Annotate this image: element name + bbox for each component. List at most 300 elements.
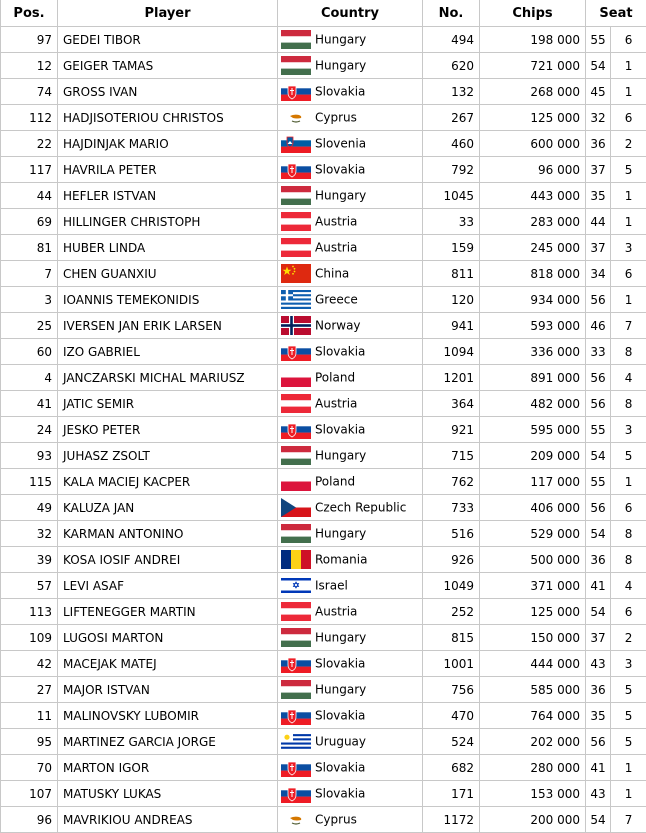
position-cell: 3 <box>1 287 58 313</box>
table-row <box>1 27 646 53</box>
player-name-cell: HADJISOTERIOU CHRISTOS <box>58 105 278 131</box>
player-number-cell: 33 <box>423 209 480 235</box>
chips-cell: 585 000 <box>480 677 586 703</box>
player-number-cell: 252 <box>423 599 480 625</box>
player-number-cell: 921 <box>423 417 480 443</box>
country-name: Hungary <box>315 189 366 203</box>
chips-cell: 202 000 <box>480 729 586 755</box>
country-cell <box>278 235 423 261</box>
country-cell <box>278 625 423 651</box>
table-number-cell: 36 <box>586 131 611 157</box>
table-number-cell: 54 <box>586 599 611 625</box>
country-cell <box>278 729 423 755</box>
player-number-cell: 926 <box>423 547 480 573</box>
player-name-cell: HAJDINJAK MARIO <box>58 131 278 157</box>
country-name: Slovakia <box>315 709 365 723</box>
table-row <box>1 261 646 287</box>
table-number-cell: 55 <box>586 417 611 443</box>
player-name-cell: MARTINEZ GARCIA JORGE <box>58 729 278 755</box>
country-name: Czech Republic <box>315 501 406 515</box>
player-number-cell: 524 <box>423 729 480 755</box>
table-row <box>1 651 646 677</box>
table-row <box>1 339 646 365</box>
chips-cell: 153 000 <box>480 781 586 807</box>
player-number-cell: 171 <box>423 781 480 807</box>
seat-number-cell: 4 <box>611 573 646 599</box>
cyprus-flag-icon <box>281 810 311 829</box>
table-number-cell: 35 <box>586 703 611 729</box>
player-name-cell: IOANNIS TEMEKONIDIS <box>58 287 278 313</box>
seat-number-cell: 1 <box>611 469 646 495</box>
seat-number-cell: 7 <box>611 313 646 339</box>
country-cell <box>278 131 423 157</box>
player-number-cell: 762 <box>423 469 480 495</box>
pos-header: Pos. <box>1 0 58 27</box>
seat-number-cell: 5 <box>611 157 646 183</box>
country-name: Austria <box>315 215 357 229</box>
seat-number-cell: 8 <box>611 547 646 573</box>
player-number-cell: 132 <box>423 79 480 105</box>
player-number-cell: 159 <box>423 235 480 261</box>
slovenia-flag-icon <box>281 134 311 153</box>
chips-cell: 891 000 <box>480 365 586 391</box>
player-number-cell: 733 <box>423 495 480 521</box>
chips-cell: 283 000 <box>480 209 586 235</box>
player-name-cell: HEFLER ISTVAN <box>58 183 278 209</box>
player-number-cell: 120 <box>423 287 480 313</box>
country-name: Slovakia <box>315 761 365 775</box>
table-row <box>1 521 646 547</box>
player-name-cell: KALUZA JAN <box>58 495 278 521</box>
position-cell: 107 <box>1 781 58 807</box>
position-cell: 109 <box>1 625 58 651</box>
country-cell <box>278 209 423 235</box>
seat-number-cell: 1 <box>611 755 646 781</box>
hungary-flag-icon <box>281 628 311 647</box>
chips-cell: 150 000 <box>480 625 586 651</box>
position-cell: 112 <box>1 105 58 131</box>
table-row <box>1 131 646 157</box>
player-name-cell: JUHASZ ZSOLT <box>58 443 278 469</box>
slovakia-flag-icon <box>281 160 311 179</box>
table-row <box>1 105 646 131</box>
table-number-cell: 36 <box>586 547 611 573</box>
table-row <box>1 157 646 183</box>
table-number-cell: 41 <box>586 573 611 599</box>
country-name: Slovakia <box>315 345 365 359</box>
norway-flag-icon <box>281 316 311 335</box>
seat-number-cell: 1 <box>611 209 646 235</box>
chips-cell: 117 000 <box>480 469 586 495</box>
table-row <box>1 53 646 79</box>
table-number-cell: 54 <box>586 807 611 833</box>
position-cell: 95 <box>1 729 58 755</box>
country-name: Austria <box>315 397 357 411</box>
hungary-flag-icon <box>281 524 311 543</box>
table-row <box>1 443 646 469</box>
table-number-cell: 34 <box>586 261 611 287</box>
player-number-cell: 1201 <box>423 365 480 391</box>
country-cell <box>278 339 423 365</box>
table-number-cell: 37 <box>586 235 611 261</box>
chips-cell: 200 000 <box>480 807 586 833</box>
seat-number-cell: 1 <box>611 53 646 79</box>
player-name-cell: LIFTENEGGER MARTIN <box>58 599 278 625</box>
country-name: Hungary <box>315 631 366 645</box>
country-cell <box>278 365 423 391</box>
table-number-cell: 41 <box>586 755 611 781</box>
country-cell <box>278 807 423 833</box>
austria-flag-icon <box>281 238 311 257</box>
position-cell: 22 <box>1 131 58 157</box>
player-number-cell: 516 <box>423 521 480 547</box>
country-name: Israel <box>315 579 348 593</box>
country-cell <box>278 573 423 599</box>
hungary-flag-icon <box>281 446 311 465</box>
seat-number-cell: 6 <box>611 599 646 625</box>
table-number-cell: 37 <box>586 157 611 183</box>
table-row <box>1 365 646 391</box>
player-name-cell: KOSA IOSIF ANDREI <box>58 547 278 573</box>
country-name: Austria <box>315 605 357 619</box>
position-cell: 11 <box>1 703 58 729</box>
country-name: Hungary <box>315 59 366 73</box>
table-number-cell: 56 <box>586 495 611 521</box>
country-cell <box>278 157 423 183</box>
country-cell <box>278 755 423 781</box>
table-row <box>1 677 646 703</box>
table-number-cell: 35 <box>586 183 611 209</box>
position-cell: 39 <box>1 547 58 573</box>
country-name: Cyprus <box>315 813 357 827</box>
position-cell: 74 <box>1 79 58 105</box>
player-number-cell: 756 <box>423 677 480 703</box>
table-row <box>1 313 646 339</box>
player-number-cell: 1001 <box>423 651 480 677</box>
player-name-cell: CHEN GUANXIU <box>58 261 278 287</box>
player-number-cell: 364 <box>423 391 480 417</box>
country-name: Slovenia <box>315 137 366 151</box>
chips-cell: 595 000 <box>480 417 586 443</box>
player-name-cell: GEDEI TIBOR <box>58 27 278 53</box>
seat-number-cell: 1 <box>611 287 646 313</box>
header-row <box>1 0 646 27</box>
table-number-cell: 54 <box>586 53 611 79</box>
table-row <box>1 573 646 599</box>
country-name: Austria <box>315 241 357 255</box>
seat-number-cell: 6 <box>611 105 646 131</box>
seat-number-cell: 3 <box>611 651 646 677</box>
position-cell: 44 <box>1 183 58 209</box>
position-cell: 12 <box>1 53 58 79</box>
chips-cell: 444 000 <box>480 651 586 677</box>
chips-cell: 600 000 <box>480 131 586 157</box>
country-name: Hungary <box>315 683 366 697</box>
table-number-cell: 45 <box>586 79 611 105</box>
hungary-flag-icon <box>281 30 311 49</box>
player-name-cell: KARMAN ANTONINO <box>58 521 278 547</box>
chips-cell: 209 000 <box>480 443 586 469</box>
chips-cell: 268 000 <box>480 79 586 105</box>
player-header: Player <box>58 0 278 27</box>
position-cell: 93 <box>1 443 58 469</box>
country-cell <box>278 105 423 131</box>
table-row <box>1 287 646 313</box>
table-number-cell: 36 <box>586 677 611 703</box>
seat-number-cell: 3 <box>611 235 646 261</box>
table-row <box>1 417 646 443</box>
seat-number-cell: 5 <box>611 677 646 703</box>
table-row <box>1 625 646 651</box>
player-name-cell: GROSS IVAN <box>58 79 278 105</box>
slovakia-flag-icon <box>281 784 311 803</box>
country-cell <box>278 313 423 339</box>
country-name: Slovakia <box>315 85 365 99</box>
table-row <box>1 755 646 781</box>
country-cell <box>278 703 423 729</box>
position-cell: 32 <box>1 521 58 547</box>
chips-cell: 443 000 <box>480 183 586 209</box>
austria-flag-icon <box>281 212 311 231</box>
table-row <box>1 183 646 209</box>
player-name-cell: HUBER LINDA <box>58 235 278 261</box>
country-cell <box>278 677 423 703</box>
table-number-cell: 44 <box>586 209 611 235</box>
table-row <box>1 469 646 495</box>
country-header: Country <box>278 0 423 27</box>
country-cell <box>278 261 423 287</box>
player-name-cell: JATIC SEMIR <box>58 391 278 417</box>
table-number-cell: 55 <box>586 469 611 495</box>
player-name-cell: JESKO PETER <box>58 417 278 443</box>
seat-number-cell: 8 <box>611 521 646 547</box>
country-cell <box>278 469 423 495</box>
chips-cell: 245 000 <box>480 235 586 261</box>
country-name: Slovakia <box>315 163 365 177</box>
table-row <box>1 209 646 235</box>
player-number-cell: 682 <box>423 755 480 781</box>
table-row <box>1 235 646 261</box>
seat-number-cell: 8 <box>611 391 646 417</box>
country-cell <box>278 79 423 105</box>
position-cell: 25 <box>1 313 58 339</box>
country-cell <box>278 651 423 677</box>
position-cell: 81 <box>1 235 58 261</box>
player-number-cell: 792 <box>423 157 480 183</box>
seat-number-cell: 2 <box>611 625 646 651</box>
hungary-flag-icon <box>281 56 311 75</box>
table-number-cell: 55 <box>586 27 611 53</box>
no-header: No. <box>423 0 480 27</box>
romania-flag-icon <box>281 550 311 569</box>
chips-cell: 934 000 <box>480 287 586 313</box>
country-cell <box>278 183 423 209</box>
position-cell: 96 <box>1 807 58 833</box>
player-number-cell: 815 <box>423 625 480 651</box>
chips-cell: 371 000 <box>480 573 586 599</box>
player-name-cell: HAVRILA PETER <box>58 157 278 183</box>
table-row <box>1 729 646 755</box>
chips-cell: 406 000 <box>480 495 586 521</box>
seat-number-cell: 2 <box>611 131 646 157</box>
chips-cell: 529 000 <box>480 521 586 547</box>
player-name-cell: MAJOR ISTVAN <box>58 677 278 703</box>
slovakia-flag-icon <box>281 706 311 725</box>
slovakia-flag-icon <box>281 758 311 777</box>
table-number-cell: 56 <box>586 365 611 391</box>
position-cell: 70 <box>1 755 58 781</box>
country-name: Slovakia <box>315 657 365 671</box>
table-row <box>1 391 646 417</box>
seat-number-cell: 1 <box>611 79 646 105</box>
country-cell <box>278 781 423 807</box>
slovakia-flag-icon <box>281 420 311 439</box>
country-name: Greece <box>315 293 358 307</box>
position-cell: 117 <box>1 157 58 183</box>
slovakia-flag-icon <box>281 654 311 673</box>
israel-flag-icon <box>281 576 311 595</box>
player-name-cell: KALA MACIEJ KACPER <box>58 469 278 495</box>
player-number-cell: 1172 <box>423 807 480 833</box>
player-number-cell: 1049 <box>423 573 480 599</box>
chips-cell: 764 000 <box>480 703 586 729</box>
hungary-flag-icon <box>281 680 311 699</box>
table-number-cell: 56 <box>586 391 611 417</box>
table-row <box>1 599 646 625</box>
chips-cell: 198 000 <box>480 27 586 53</box>
poland-flag-icon <box>281 472 311 491</box>
country-cell <box>278 391 423 417</box>
chips-cell: 721 000 <box>480 53 586 79</box>
cyprus-flag-icon <box>281 108 311 127</box>
player-number-cell: 494 <box>423 27 480 53</box>
seat-number-cell: 4 <box>611 365 646 391</box>
player-number-cell: 460 <box>423 131 480 157</box>
country-cell <box>278 443 423 469</box>
table-number-cell: 37 <box>586 625 611 651</box>
chips-cell: 593 000 <box>480 313 586 339</box>
table-row <box>1 807 646 833</box>
country-name: Slovakia <box>315 423 365 437</box>
player-name-cell: HILLINGER CHRISTOPH <box>58 209 278 235</box>
table-number-cell: 54 <box>586 521 611 547</box>
seat-number-cell: 6 <box>611 495 646 521</box>
country-name: Hungary <box>315 33 366 47</box>
chips-cell: 482 000 <box>480 391 586 417</box>
seat-number-cell: 5 <box>611 443 646 469</box>
table-row <box>1 79 646 105</box>
chips-header: Chips <box>480 0 586 27</box>
chips-cell: 336 000 <box>480 339 586 365</box>
slovakia-flag-icon <box>281 82 311 101</box>
player-name-cell: JANCZARSKI MICHAL MARIUSZ <box>58 365 278 391</box>
country-cell <box>278 495 423 521</box>
player-number-cell: 1094 <box>423 339 480 365</box>
uruguay-flag-icon <box>281 732 311 751</box>
country-name: Uruguay <box>315 735 366 749</box>
country-cell <box>278 287 423 313</box>
player-name-cell: IZO GABRIEL <box>58 339 278 365</box>
player-number-cell: 715 <box>423 443 480 469</box>
china-flag-icon <box>281 264 311 283</box>
seat-header: Seat <box>586 0 646 27</box>
country-cell <box>278 53 423 79</box>
chips-cell: 818 000 <box>480 261 586 287</box>
player-name-cell: LEVI ASAF <box>58 573 278 599</box>
position-cell: 60 <box>1 339 58 365</box>
position-cell: 42 <box>1 651 58 677</box>
player-name-cell: MAVRIKIOU ANDREAS <box>58 807 278 833</box>
chips-cell: 500 000 <box>480 547 586 573</box>
chips-cell: 125 000 <box>480 599 586 625</box>
position-cell: 97 <box>1 27 58 53</box>
seat-number-cell: 5 <box>611 703 646 729</box>
table-number-cell: 43 <box>586 651 611 677</box>
seat-number-cell: 5 <box>611 729 646 755</box>
player-name-cell: IVERSEN JAN ERIK LARSEN <box>58 313 278 339</box>
seat-number-cell: 7 <box>611 807 646 833</box>
table-row <box>1 703 646 729</box>
seat-number-cell: 6 <box>611 261 646 287</box>
table-number-cell: 56 <box>586 287 611 313</box>
player-number-cell: 1045 <box>423 183 480 209</box>
seat-number-cell: 3 <box>611 417 646 443</box>
player-name-cell: LUGOSI MARTON <box>58 625 278 651</box>
position-cell: 115 <box>1 469 58 495</box>
table-number-cell: 46 <box>586 313 611 339</box>
country-name: Poland <box>315 371 355 385</box>
player-number-cell: 470 <box>423 703 480 729</box>
table-row <box>1 781 646 807</box>
table-number-cell: 43 <box>586 781 611 807</box>
table-number-cell: 54 <box>586 443 611 469</box>
poland-flag-icon <box>281 368 311 387</box>
country-cell <box>278 599 423 625</box>
country-name: Hungary <box>315 527 366 541</box>
player-number-cell: 267 <box>423 105 480 131</box>
hungary-flag-icon <box>281 186 311 205</box>
country-name: Cyprus <box>315 111 357 125</box>
slovakia-flag-icon <box>281 342 311 361</box>
player-name-cell: MACEJAK MATEJ <box>58 651 278 677</box>
greece-flag-icon <box>281 290 311 309</box>
position-cell: 7 <box>1 261 58 287</box>
country-name: Hungary <box>315 449 366 463</box>
seat-number-cell: 8 <box>611 339 646 365</box>
chips-cell: 96 000 <box>480 157 586 183</box>
position-cell: 41 <box>1 391 58 417</box>
chips-cell: 280 000 <box>480 755 586 781</box>
seat-number-cell: 1 <box>611 781 646 807</box>
seat-number-cell: 1 <box>611 183 646 209</box>
position-cell: 49 <box>1 495 58 521</box>
position-cell: 113 <box>1 599 58 625</box>
country-cell <box>278 27 423 53</box>
austria-flag-icon <box>281 394 311 413</box>
country-cell <box>278 547 423 573</box>
table-row <box>1 495 646 521</box>
position-cell: 24 <box>1 417 58 443</box>
player-number-cell: 620 <box>423 53 480 79</box>
country-name: Romania <box>315 553 367 567</box>
seat-number-cell: 6 <box>611 27 646 53</box>
chips-cell: 125 000 <box>480 105 586 131</box>
player-name-cell: MARTON IGOR <box>58 755 278 781</box>
country-cell <box>278 521 423 547</box>
player-number-cell: 811 <box>423 261 480 287</box>
country-name: Slovakia <box>315 787 365 801</box>
player-name-cell: MALINOVSKY LUBOMIR <box>58 703 278 729</box>
